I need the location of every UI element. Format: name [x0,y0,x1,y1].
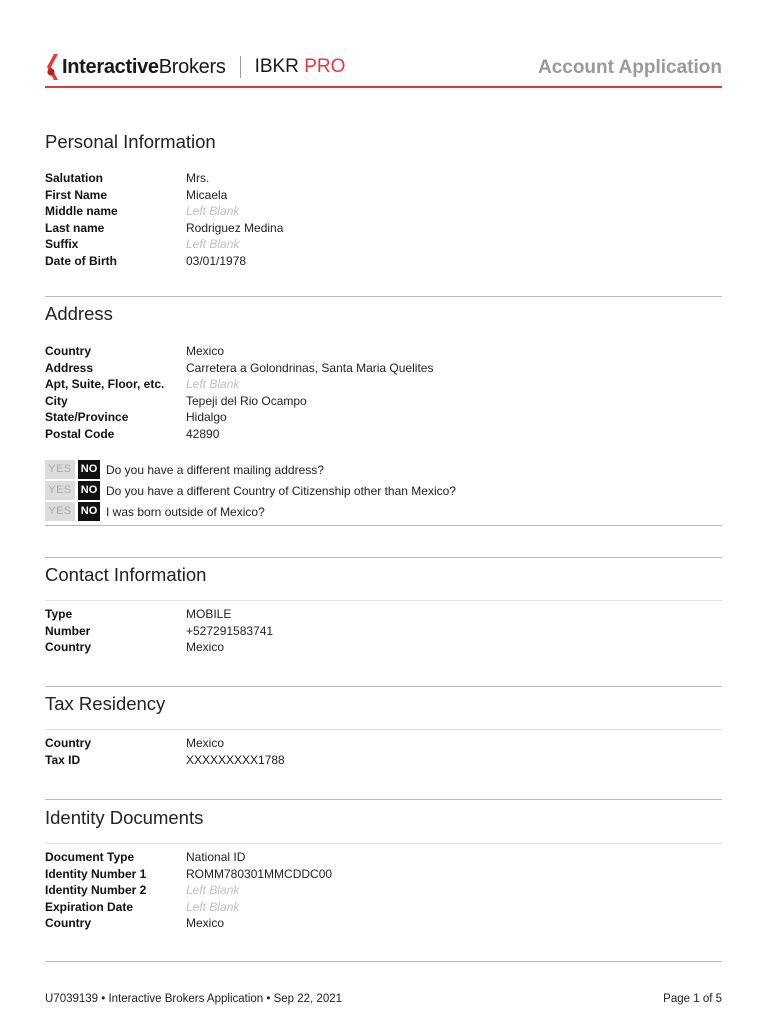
section-title: Contact Information [45,564,207,585]
product-name [255,56,346,78]
field-value: Left Blank [186,204,240,218]
field-row [45,343,722,360]
section-contact-information [45,564,722,656]
field-value: 42890 [186,426,220,441]
no-option-selected: NO [78,481,100,500]
field-label: Number [45,623,91,638]
field-value: 03/01/1978 [186,253,247,268]
field-label: Salutation [45,171,104,185]
section-title: Tax Residency [45,693,166,714]
field-row [45,899,722,916]
field-label: Country [45,916,91,930]
footer-divider [45,961,722,962]
field-label: Apt, Suite, Floor, etc. [45,377,165,391]
field-row [45,393,722,410]
field-value: Mexico [186,344,225,358]
section-title-underline [45,600,722,601]
logo-divider [240,56,241,78]
field-row [45,170,722,187]
field-value: Hidalgo [186,410,227,424]
field-row [45,376,722,393]
yes-option: YES [45,502,75,521]
field-label: Tax ID [45,752,81,767]
field-label: Date of Birth [45,253,117,268]
field-value: Left Blank [186,899,240,914]
yes-no-row [45,502,722,521]
section-identity-documents [45,807,722,932]
field-label: Postal Code [45,426,115,441]
field-list [45,606,722,656]
yes-option: YES [45,460,75,479]
field-list [45,735,722,768]
field-value: Rodriguez Medina [186,220,284,235]
product-main: IBKR [254,56,299,77]
field-value: Left Blank [186,237,240,251]
section-title: Identity Documents [45,807,204,828]
field-row [45,253,722,270]
field-row [45,426,722,443]
field-label: Country [45,736,91,750]
field-row [45,203,722,220]
field-value: Left Blank [186,883,240,897]
field-value: Mexico [186,736,225,750]
field-row [45,735,722,752]
field-value: Tepeji del Rio Ocampo [186,393,307,408]
field-row [45,882,722,899]
field-value: XXXXXXXXX1788 [186,752,285,767]
field-value: Mexico [186,640,225,654]
field-label: State/Province [45,410,129,424]
field-row [45,360,722,377]
section-personal-information [45,131,722,269]
field-row [45,623,722,640]
section-address [45,303,722,523]
ib-logo [45,54,345,80]
field-value: National ID [186,850,246,864]
field-label: Country [45,344,91,358]
field-label: Identity Number 2 [45,883,147,897]
field-row [45,606,722,623]
field-value: Left Blank [186,377,240,391]
field-value: Mrs. [186,171,210,185]
section-title-underline [45,729,722,730]
field-list [45,849,722,932]
section-tax-residency [45,693,722,768]
field-row [45,639,722,656]
field-label: City [45,393,68,408]
product-accent: PRO [304,56,346,77]
footer-info: U7039139 • Interactive Brokers Application • Sep 22, 2021 [45,993,343,1005]
field-value: +527291583741 [186,623,274,638]
field-label: Country [45,640,91,654]
section-divider [45,557,722,558]
section-title: Personal Information [45,131,216,152]
document-title: Account Application [537,57,722,78]
section-divider [45,525,722,526]
field-row [45,915,722,932]
no-option-selected: NO [78,460,100,479]
page-header [45,48,722,88]
field-row [45,409,722,426]
question-text: Do you have a different mailing address? [106,462,324,477]
field-value: Micaela [186,187,228,202]
field-list [45,343,722,442]
field-label: Address [45,360,94,375]
field-label: Identity Number 1 [45,866,147,881]
field-label: Type [45,607,73,621]
field-row [45,236,722,253]
field-label: Last name [45,220,105,235]
logo-text-regular: Brokers [158,55,226,78]
field-row [45,752,722,769]
section-title: Address [45,303,113,324]
field-value: Mexico [186,916,225,930]
section-divider [45,799,722,800]
logo-text [62,56,226,79]
section-divider [45,296,722,297]
page-number: Page 1 of 5 [663,993,722,1005]
yes-option: YES [45,481,75,500]
ib-logo-icon [45,54,59,80]
field-row [45,866,722,883]
section-divider [45,686,722,687]
field-value: Carretera a Golondrinas, Santa Maria Quelites [186,360,434,375]
field-label: Middle name [45,204,118,218]
yes-no-row [45,460,722,479]
question-text: Do you have a different Country of Citizenship other than Mexico? [106,483,456,498]
section-title-underline [45,843,722,844]
yes-no-row [45,481,722,500]
field-label: Document Type [45,850,135,864]
field-label: Expiration Date [45,899,134,914]
field-value: MOBILE [186,607,232,621]
question-text: I was born outside of Mexico? [106,504,265,519]
field-row [45,849,722,866]
no-option-selected: NO [78,502,100,521]
field-row [45,220,722,237]
logo-text-bold: Interactive [62,55,159,78]
yes-no-questions [45,460,722,521]
field-value: ROMM780301MMCDDC00 [186,866,333,881]
field-label: Suffix [45,237,79,251]
field-label: First Name [45,187,108,202]
field-list [45,170,722,269]
field-row [45,187,722,204]
